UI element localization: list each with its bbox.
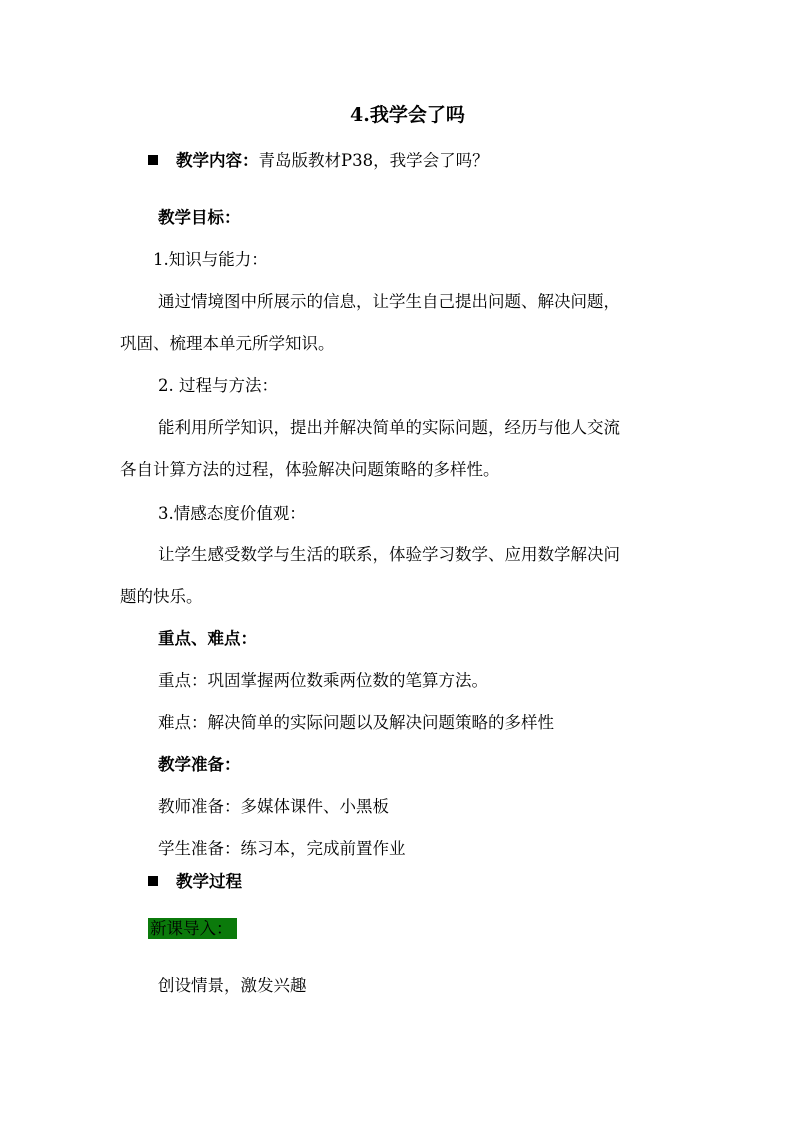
goal2-text-line1: 能利用所学知识，提出并解决简单的实际问题，经历与他人交流 [158, 418, 620, 437]
goal1-text-line1: 通过情境图中所展示的信息，让学生自己提出问题、解决问题， [158, 292, 620, 311]
goal1-text-line2: 巩固、梳理本单元所学知识。 [120, 334, 335, 353]
intro-label: 新课导入： [148, 918, 237, 939]
goals-heading: 教学目标： [158, 208, 241, 227]
bullet-square-icon [148, 876, 158, 886]
goal3-heading: 3.情感态度价值观： [158, 504, 306, 523]
process-heading: 教学过程 [176, 872, 242, 891]
prep-heading: 教学准备： [158, 755, 241, 774]
intro-line [148, 918, 237, 940]
goal1-heading: 1.知识与能力： [153, 250, 268, 269]
content-label: 教学内容： [176, 151, 259, 170]
goal3-text-line2: 题的快乐。 [120, 587, 203, 606]
difficult-point: 难点：解决简单的实际问题以及解决问题策略的多样性 [158, 713, 554, 732]
content-line [148, 150, 489, 172]
content-text: 青岛版教材P38，我学会了吗？ [258, 151, 489, 170]
teacher-prep: 教师准备：多媒体课件、小黑板 [158, 797, 389, 816]
student-prep: 学生准备：练习本，完成前置作业 [158, 839, 406, 858]
key-difficult-heading: 重点、难点： [158, 629, 257, 648]
bullet-square-icon [148, 155, 158, 165]
goal3-text-line1: 让学生感受数学与生活的联系，体验学习数学、应用数学解决问 [158, 545, 620, 564]
goal2-text-line2: 各自计算方法的过程，体验解决问题策略的多样性。 [120, 460, 500, 479]
process-line [148, 871, 242, 893]
goal2-heading: 2. 过程与方法： [158, 376, 278, 395]
key-point: 重点：巩固掌握两位数乘两位数的笔算方法。 [158, 671, 488, 690]
intro-text: 创设情景，激发兴趣 [158, 976, 307, 995]
page-title: 4.我学会了吗 [350, 104, 465, 126]
